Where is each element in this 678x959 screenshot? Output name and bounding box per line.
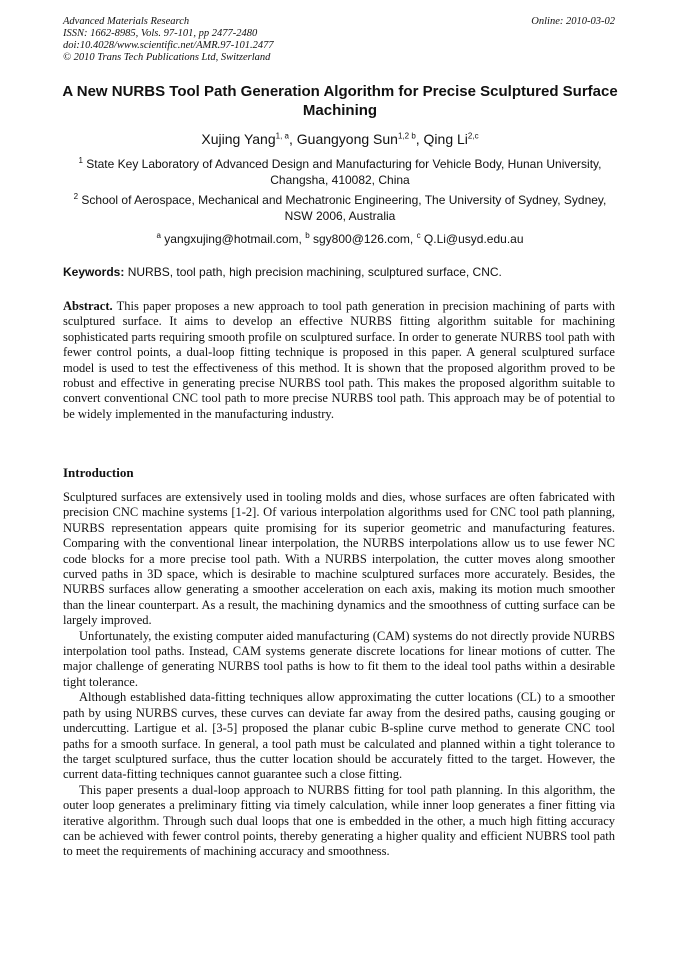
keywords-text: NURBS, tool path, high precision machining, sculptured surface, CNC. [124,265,502,279]
doi-line: doi:10.4028/www.scientific.net/AMR.97-101.2477 [63,40,274,51]
author-name: Qing Li [423,131,468,147]
paragraph: This paper presents a dual-loop approach to NURBS fitting for tool path planning. In this algorithm, the outer loop generates a preliminary fitting via timely calculation, while inner loop generates a finer fitting via iterative algorithm. Through such dual loops that one is embedded in the other, a much high fitting accuracy can be achieved with fewer control points, thereby generating a higher quality and efficient NUBRS tool path to meet the requirements of machining accuracy and smoothness. [63,782,615,859]
paragraph: Sculptured surfaces are extensively used in tooling molds and dies, whose surfaces are often fabricated with precision CNC machine systems [1-2]. Of various interpolation algorithms used for CNC tool path planning, NURBS representation appears quite promising for its superior geometric and manufacturing features. Comparing with the conventional linear interpolation, the NURBS interpolations allow us to use fewer NC code blocks for a more precise tool path. With a NURBS interpolation, the cutter moves along smoother curved paths in 3D space, which is desirable to machine sculptured surfaces more accurately. Besides, the NURBS surfaces allow generating a smoother acceleration on each axis, making its motion much smoother than the linear counterpart. As a result, the machining dynamics and the smoothness of cutting surface can be largely improved. [63,490,615,628]
email-link[interactable]: Q.Li@usyd.edu.au [423,232,524,246]
author-sup: 2,c [467,131,479,141]
introduction-body [63,490,615,860]
email-link[interactable]: yangxujing@hotmail.com, [164,232,306,246]
keywords-label: Keywords: [63,265,125,279]
author-name: Xujing Yang [201,131,276,147]
email-list: $^a$ yangxujing@hotmail.com, $^b$ sgy800@126.com, $^c$ Q.Li@usyd.edu.au [156,231,524,246]
affiliation-2: $^2$ School of Aerospace, Mechanical and Mechatronic Engineering, The University of Sydney, Sydney, NSW 2006, Australia [73,192,607,223]
author-sup: 1,2 b [397,131,416,141]
online-date: Online: 2010-03-02 [531,16,615,27]
affiliation-1: $^1$ State Key Laboratory of Advanced Design and Manufacturing for Vehicle Body, Hunan University, Changsha, 410082, China [78,156,602,187]
abstract [63,299,615,422]
abstract-label: Abstract. [63,299,113,313]
author-sup: 1, a [275,131,289,141]
section-heading-introduction: Introduction [63,465,134,480]
paragraph: Unfortunately, the existing computer aided manufacturing (CAM) systems do not directly provide NURBS interpolation tool paths. Instead, CAM systems generate discrete locations for linear motions of cutter. The major challenge of generating NURBS tool paths is how to fit them to the ideal tool paths within a desirable tight tolerance. [63,628,615,689]
author-name: Guangyong Sun [296,131,398,147]
journal-name: Advanced Materials Research [63,16,190,27]
abstract-text: This paper proposes a new approach to tool path generation in precision machining of parts with sculptured surface. It aims to develop an effective NURBS fitting algorithm suitable for machining sophisticated parts requiring smooth profile on sculptured surface. In order to generate NURBS tool path with fewer control points, a dual-loop fitting technique is proposed in this paper. A general sculptured surface model is used to test the effectiveness of this method. It is shown that the proposed algorithm proved to be robust and effective in generating precise NURBS tool path. This makes the proposed algorithm suitable to convert conventional CNC tool path to more precise NURBS tool path. This approach may be of potential to be widely implemented in the manufacturing industry. [63,299,615,421]
keywords [63,265,615,280]
email-link[interactable]: sgy800@126.com, [313,232,417,246]
journal-header [63,16,274,64]
paragraph: Although established data-fitting techniques allow approximating the cutter locations (CL) to a smoother path by using NURBS curves, these curves can deviate far away from the desired paths, causing gouging or undercutting. Lartigue et al. [3-5] proposed the planar cubic B-spline curve method to generate CNC tool paths for a smooth surface. In general, a tool path must be calculated and planned within a tight tolerance to the target sculptured surface, thus the cutter location should be accurately fitted to the target. However, the current data-fitting techniques cannot guarantee such a close fitting. [63,690,615,782]
paper-title: A New NURBS Tool Path Generation Algorithm for Precise Sculptured Surface Machining [62,83,618,119]
copyright-line: © 2010 Trans Tech Publications Ltd, Switzerland [63,52,271,63]
author-list: Xujing Yang$^{1, a}$, Guangyong Sun$^{1,2 b}$, Qing Li$^{2,c}$ [201,131,479,147]
issn-line: ISSN: 1662-8985, Vols. 97-101, pp 2477-2480 [63,28,258,39]
